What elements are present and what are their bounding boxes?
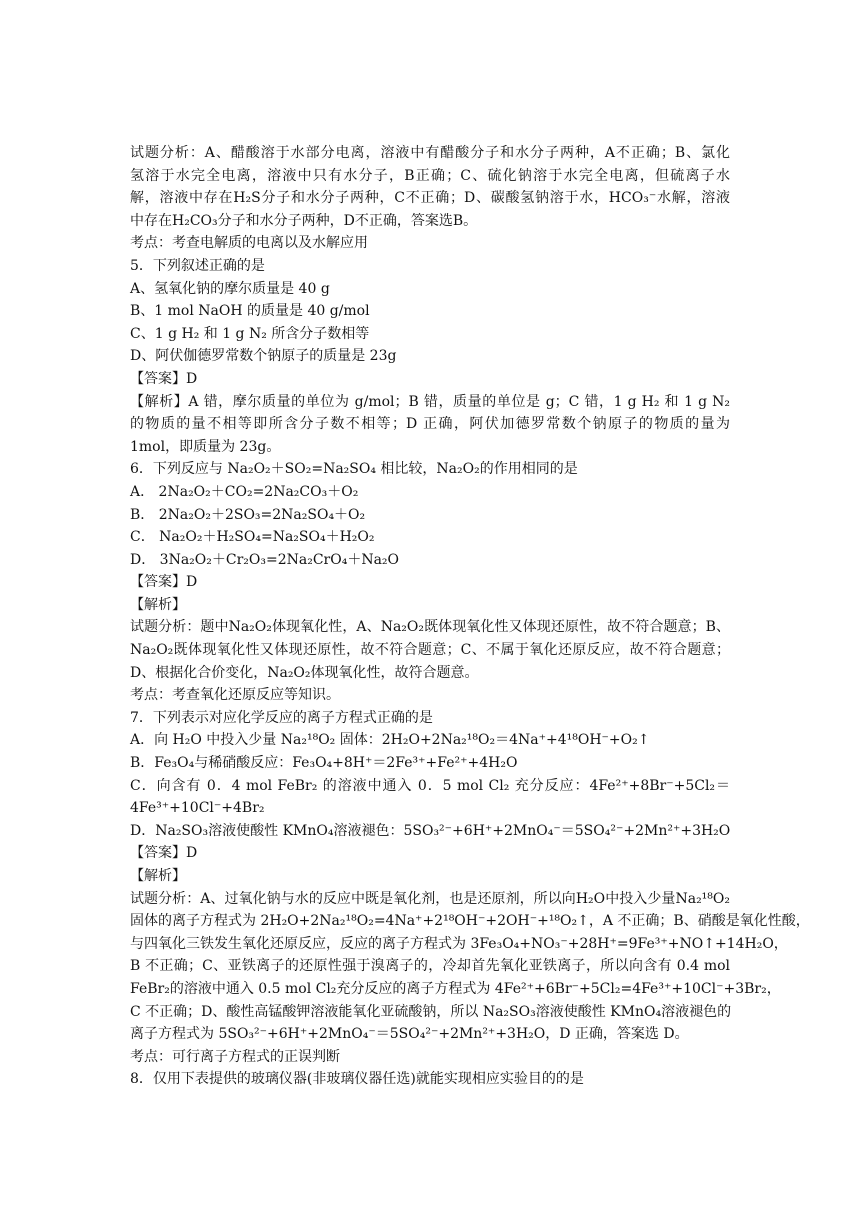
- knowledge-point: 考点：可行离子方程式的正误判断: [130, 1048, 340, 1065]
- option-d: D．Na₂SO₃溶液使酸性 KMnO₄溶液褪色：5SO₃²⁻+6H⁺+2MnO₄⁻＝5SO₄²⁻+2Mn²⁺+3H₂O: [130, 822, 731, 839]
- text-line: 考点：考查电解质的电离以及水解应用: [130, 235, 368, 252]
- knowledge-point: 考点：考查氧化还原反应等知识。: [130, 687, 340, 704]
- text-line: 中存在H₂CO₃分子和水分子两种，D不正确，答案选B。: [130, 212, 478, 229]
- option-c-continued: 4Fe³⁺+10Cl⁻+4Br₂: [130, 800, 265, 817]
- analysis-line: B 不正确；C、亚铁离子的还原性强于溴离子的，冷却首先氧化亚铁离子，所以向含有 0.4 mol: [130, 958, 730, 975]
- analysis-line: 离子方程式为 5SO₃²⁻+6H⁺+2MnO₄⁻＝5SO₄²⁻+2Mn²⁺+3H₂O，D 正确，答案选 D。: [130, 1026, 689, 1043]
- text-line: 试题分析：A、醋酸溶于水部分电离，溶液中有醋酸分子和水分子两种，A不正确；B、氯化: [130, 145, 730, 161]
- option-d: D、阿伏伽德罗常数个钠原子的质量是 23g: [130, 348, 397, 365]
- analysis-line: 试题分析：A、过氧化钠与水的反应中既是氧化剂，也是还原剂，所以向H₂O中投入少量Na₂¹⁸O₂: [130, 890, 730, 907]
- option-b: B． 2Na₂O₂＋2SO₃=2Na₂SO₄＋O₂: [130, 506, 366, 523]
- question-6-stem: 6．下列反应与 Na₂O₂＋SO₂=Na₂SO₄ 相比较，Na₂O₂的作用相同的是: [130, 461, 578, 478]
- question-7-stem: 7．下列表示对应化学反应的离子方程式正确的是: [130, 709, 433, 726]
- option-c: C、1 g H₂ 和 1 g N₂ 所含分子数相等: [130, 325, 370, 342]
- option-a: A． 2Na₂O₂＋CO₂=2Na₂CO₃＋O₂: [130, 483, 359, 500]
- analysis-line: Na₂O₂既体现氧化性又体现还原性，故不符合题意；C、不属于氧化还原反应，故不符合题意；: [130, 642, 730, 659]
- option-b: B、1 mol NaOH 的质量是 40 g/mol: [130, 303, 370, 320]
- document-page: [130, 142, 810, 1091]
- analysis-line: 固体的离子方程式为 2H₂O+2Na₂¹⁸O₂=4Na⁺+2¹⁸OH⁻+2OH⁻+¹⁸O₂↑，A 不正确；B、硝酸是氧化性酸，: [130, 913, 810, 930]
- option-a: A．向 H₂O 中投入少量 Na₂¹⁸O₂ 固体：2H₂O+2Na₂¹⁸O₂＝4Na⁺+4¹⁸OH⁻+O₂↑: [130, 732, 650, 749]
- text-line: 氢溶于水完全电离，溶液中只有水分子，B正确；C、硫化钠溶于水完全电离，但硫离子水: [130, 167, 730, 184]
- answer-label: 【答案】D: [130, 370, 198, 387]
- text-line: 解，溶液中存在H₂S分子和水分子两种，C不正确；D、碳酸氢钠溶于水，HCO₃⁻水解，溶液: [130, 190, 730, 207]
- option-d: D． 3Na₂O₂＋Cr₂O₃=2Na₂CrO₄＋Na₂O: [130, 551, 400, 568]
- question-5-stem: 5．下列叙述正确的是: [130, 257, 265, 274]
- analysis-line: FeBr₂的溶液中通入 0.5 mol Cl₂充分反应的离子方程式为 4Fe²⁺+6Br⁻+5Cl₂=4Fe³⁺+10Cl⁻+3Br₂，: [130, 980, 781, 997]
- option-a: A、氢氧化钠的摩尔质量是 40 g: [130, 280, 330, 297]
- analysis-line: D、根据化合价变化，Na₂O₂体现氧化性，故符合题意。: [130, 664, 479, 681]
- analysis-line: 【解析】A 错，摩尔质量的单位为 g/mol；B 错，质量的单位是 g；C 错，1 g H₂ 和 1 g N₂: [130, 393, 730, 410]
- analysis-line: 的物质的量不相等即所含分子数不相等；D 正确，阿伏加德罗常数个钠原子的物质的量为: [130, 416, 730, 433]
- option-c: C． Na₂O₂＋H₂SO₄=Na₂SO₄＋H₂O₂: [130, 529, 375, 546]
- question-8-stem: 8．仅用下表提供的玻璃仪器(非玻璃仪器任选)就能实现相应实验目的的是: [130, 1071, 584, 1088]
- analysis-line: 试题分析：题中Na₂O₂体现氧化性，A、Na₂O₂既体现氧化性又体现还原性，故不符合题意；B、: [130, 619, 730, 636]
- analysis-label: 【解析】: [130, 868, 186, 884]
- analysis-label: 【解析】: [130, 596, 186, 613]
- analysis-line: C 不正确；D、酸性高锰酸钾溶液能氧化亚硫酸钠，所以 Na₂SO₃溶液使酸性 KMnO₄溶液褪色的: [130, 1003, 732, 1020]
- analysis-line: 1mol，即质量为 23g。: [130, 438, 281, 455]
- answer-label: 【答案】D: [130, 845, 198, 862]
- option-b: B．Fe₃O₄与稀硝酸反应：Fe₃O₄+8H⁺＝2Fe³⁺+Fe²⁺+4H₂O: [130, 755, 518, 772]
- option-c: C．向含有 0．4 mol FeBr₂ 的溶液中通入 0．5 mol Cl₂ 充分反应：4Fe²⁺+8Br⁻+5Cl₂＝: [130, 777, 730, 794]
- answer-label: 【答案】D: [130, 574, 198, 591]
- analysis-line: 与四氧化三铁发生氧化还原反应，反应的离子方程式为 3Fe₃O₄+NO₃⁻+28H⁺=9Fe³⁺+NO↑+14H₂O，: [130, 935, 788, 952]
